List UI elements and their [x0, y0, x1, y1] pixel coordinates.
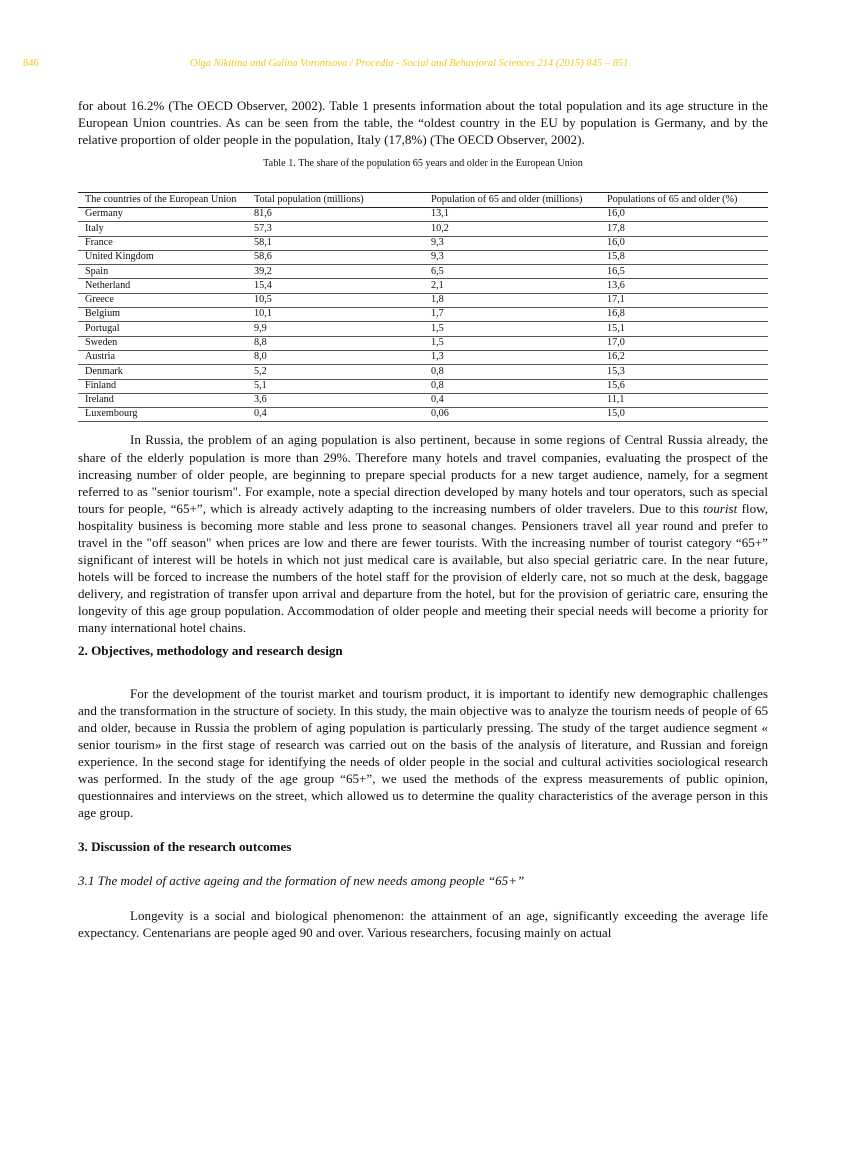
- table-row: [78, 336, 768, 350]
- cell-pct65: 17,1: [600, 293, 768, 307]
- cell-country: United Kingdom: [78, 250, 247, 264]
- table-caption: Table 1. The share of the population 65 years and older in the European Union: [263, 158, 583, 170]
- cell-total: 8,0: [247, 350, 424, 364]
- cell-pop65: 13,1: [424, 207, 600, 221]
- table-header-row: [78, 193, 768, 208]
- cell-total: 81,6: [247, 207, 424, 221]
- table-row: [78, 350, 768, 364]
- cell-total: 5,1: [247, 379, 424, 393]
- cell-pct65: 16,2: [600, 350, 768, 364]
- cell-pop65: 0,8: [424, 379, 600, 393]
- cell-country: Greece: [78, 293, 247, 307]
- cell-country: Denmark: [78, 365, 247, 379]
- population-table: [78, 192, 768, 422]
- russia-text-a: In Russia, the problem of an aging population is also pertinent, because in some regions of Central Russia already, the share of the elderly population is more than 29%. Therefore many hotels and travel companies, evaluating the prospect of the increasing number of older people, are beginning to prepare special products for a new target audience, namely, for a segment referred to as "senior tourism". For example, note a special direction developed by many hotels and tour operators, such as special tours for people, “65+”, which is already actively adapting to the increasing numbers of older travelers. Due to this: [78, 432, 768, 516]
- cell-pop65: 1,5: [424, 336, 600, 350]
- cell-country: Belgium: [78, 308, 247, 322]
- page-number: 846: [23, 58, 39, 69]
- cell-pop65: 1,8: [424, 293, 600, 307]
- cell-country: Austria: [78, 350, 247, 364]
- table-row: [78, 265, 768, 279]
- cell-pop65: 0,06: [424, 408, 600, 422]
- cell-pct65: 16,5: [600, 265, 768, 279]
- cell-total: 15,4: [247, 279, 424, 293]
- running-header: [0, 58, 846, 76]
- section-2-paragraph: For the development of the tourist market and tourism product, it is important to identify new demographic challenges and the transformation in the structure of society. In this study, the main objective was to analyze the tourism needs of people of 65 and older, because in Russia the problem of aging population is particularly pressing. The study of the target audience segment « senior tourism» in the first stage of research was carried out on the basis of the analysis of literature, and Russian and foreign experience. In the second stage for identifying the needs of older people in the social and cultural activities sociological research was performed. In the study of the age group “65+”, we used the methods of the express measurements of public opinion, questionnaires and interviews on the street, which allowed us to determine the quality characteristics of the average person in this age group.: [78, 685, 768, 821]
- section-2-heading: 2. Objectives, methodology and research design: [78, 642, 343, 658]
- table-row: [78, 279, 768, 293]
- cell-pop65: 1,7: [424, 308, 600, 322]
- table-row: [78, 365, 768, 379]
- cell-pct65: 15,8: [600, 250, 768, 264]
- cell-pop65: 10,2: [424, 222, 600, 236]
- cell-pct65: 15,0: [600, 408, 768, 422]
- cell-country: France: [78, 236, 247, 250]
- cell-pct65: 16,0: [600, 236, 768, 250]
- cell-pop65: 6,5: [424, 265, 600, 279]
- cell-pct65: 11,1: [600, 393, 768, 407]
- page-content: [78, 97, 768, 941]
- cell-country: Germany: [78, 207, 247, 221]
- cell-country: Netherland: [78, 279, 247, 293]
- russia-italic-word: tourist: [703, 500, 738, 516]
- section-3-paragraph: Longevity is a social and biological phenomenon: the attainment of an age, significantly exceeding the average life expectancy. Centenarians are people aged 90 and over. Various researchers, focusing mainly on actual: [78, 907, 768, 940]
- cell-country: Spain: [78, 265, 247, 279]
- section-3-heading: 3. Discussion of the research outcomes: [78, 839, 292, 855]
- russia-text-b: flow, hospitality business is becoming more stable and less prone to seasonal changes. Pensioners travel all year round and prefer to travel in the "off season" when prices are low and there are fewer tourists. With the increasing number of tourist category “65+” significant of interest will be hotels in which not just medical care is available, but also special geriatric care. In the near future, hotels will be forced to increase the numbers of the hotel staff for the provision of elderly care, not so much at the desk, baggage delivery, and registration of transfer upon arrival and departure from the hotel, but for the provision of geriatric care, ensuring the longevity of this age group population. Accommodation of older people and meeting their special needs will become a priority for many international hotel chains.: [78, 500, 768, 636]
- cell-total: 10,1: [247, 308, 424, 322]
- cell-total: 9,9: [247, 322, 424, 336]
- cell-pct65: 15,6: [600, 379, 768, 393]
- cell-pct65: 13,6: [600, 279, 768, 293]
- cell-total: 8,8: [247, 336, 424, 350]
- cell-country: Portugal: [78, 322, 247, 336]
- table-row: [78, 408, 768, 422]
- cell-total: 5,2: [247, 365, 424, 379]
- cell-total: 3,6: [247, 393, 424, 407]
- section-3-1-heading: 3.1 The model of active ageing and the formation of new needs among people “65+”: [78, 873, 525, 889]
- table-row: [78, 379, 768, 393]
- cell-pct65: 16,0: [600, 207, 768, 221]
- cell-pct65: 17,8: [600, 222, 768, 236]
- header-total: Total population (millions): [247, 193, 424, 208]
- cell-pop65: 9,3: [424, 236, 600, 250]
- table-row: [78, 236, 768, 250]
- table-row: [78, 207, 768, 221]
- cell-country: Italy: [78, 222, 247, 236]
- cell-pop65: 1,3: [424, 350, 600, 364]
- cell-pct65: 16,8: [600, 308, 768, 322]
- cell-pop65: 1,5: [424, 322, 600, 336]
- cell-pct65: 17,0: [600, 336, 768, 350]
- cell-pop65: 0,8: [424, 365, 600, 379]
- table-row: [78, 293, 768, 307]
- cell-country: Luxembourg: [78, 408, 247, 422]
- cell-pop65: 2,1: [424, 279, 600, 293]
- cell-pop65: 0,4: [424, 393, 600, 407]
- header-pct65: Populations of 65 and older (%): [600, 193, 768, 208]
- table-row: [78, 222, 768, 236]
- cell-country: Sweden: [78, 336, 247, 350]
- table-row: [78, 322, 768, 336]
- cell-country: Finland: [78, 379, 247, 393]
- cell-pop65: 9,3: [424, 250, 600, 264]
- cell-total: 39,2: [247, 265, 424, 279]
- cell-total: 58,6: [247, 250, 424, 264]
- table-row: [78, 250, 768, 264]
- cell-pct65: 15,1: [600, 322, 768, 336]
- cell-country: Ireland: [78, 393, 247, 407]
- running-title: Olga Nikitina and Galina Vorontsova / Procedia - Social and Behavioral Sciences 214 (2015) 845 – 851: [190, 58, 629, 69]
- table-row: [78, 393, 768, 407]
- intro-paragraph: for about 16.2% (The OECD Observer, 2002). Table 1 presents information about the total population and its age structure in the European Union countries. As can be seen from the table, the “oldest country in the EU by population is Germany, and by the relative proportion of older people in the population, Italy (17,8%) (The OECD Observer, 2002).: [78, 98, 768, 148]
- cell-total: 0,4: [247, 408, 424, 422]
- cell-pct65: 15,3: [600, 365, 768, 379]
- header-pop65: Population of 65 and older (millions): [424, 193, 600, 208]
- cell-total: 57,3: [247, 222, 424, 236]
- cell-total: 10,5: [247, 293, 424, 307]
- russia-paragraph: [78, 431, 768, 636]
- table-row: [78, 308, 768, 322]
- header-country: The countries of the European Union: [78, 193, 247, 208]
- cell-total: 58,1: [247, 236, 424, 250]
